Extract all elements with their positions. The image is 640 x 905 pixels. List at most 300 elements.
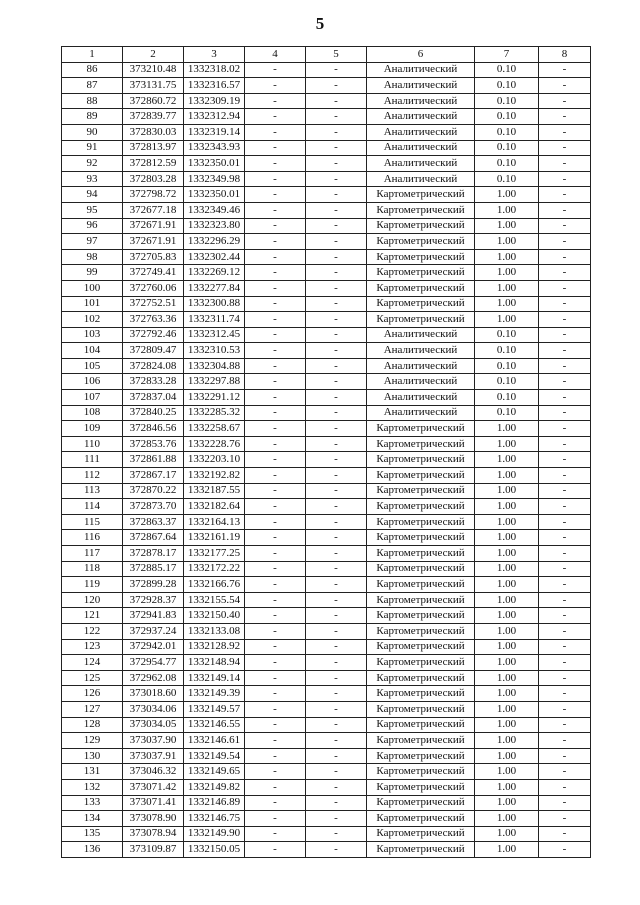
point-number-cell: 133 bbox=[62, 795, 123, 811]
column-5-cell: - bbox=[306, 202, 367, 218]
column-5-cell: - bbox=[306, 93, 367, 109]
method-cell: Картометрический bbox=[367, 546, 475, 562]
accuracy-cell: 1.00 bbox=[475, 421, 539, 437]
x-coordinate-cell: 372928.37 bbox=[123, 592, 184, 608]
table-row bbox=[62, 717, 591, 733]
point-number-cell: 92 bbox=[62, 156, 123, 172]
method-cell: Картометрический bbox=[367, 499, 475, 515]
column-8-cell: - bbox=[539, 639, 591, 655]
column-4-cell: - bbox=[245, 234, 306, 250]
point-number-cell: 134 bbox=[62, 811, 123, 827]
column-5-cell: - bbox=[306, 842, 367, 858]
column-5-cell: - bbox=[306, 156, 367, 172]
accuracy-cell: 1.00 bbox=[475, 592, 539, 608]
column-4-cell: - bbox=[245, 826, 306, 842]
y-coordinate-cell: 1332149.82 bbox=[184, 779, 245, 795]
column-5-cell: - bbox=[306, 811, 367, 827]
x-coordinate-cell: 372941.83 bbox=[123, 608, 184, 624]
x-coordinate-cell: 372763.36 bbox=[123, 312, 184, 328]
method-cell: Аналитический bbox=[367, 156, 475, 172]
column-header: 3 bbox=[184, 47, 245, 63]
method-cell: Картометрический bbox=[367, 265, 475, 281]
column-5-cell: - bbox=[306, 234, 367, 250]
column-4-cell: - bbox=[245, 577, 306, 593]
point-number-cell: 102 bbox=[62, 312, 123, 328]
column-4-cell: - bbox=[245, 686, 306, 702]
column-8-cell: - bbox=[539, 826, 591, 842]
column-4-cell: - bbox=[245, 265, 306, 281]
column-8-cell: - bbox=[539, 748, 591, 764]
column-4-cell: - bbox=[245, 623, 306, 639]
column-4-cell: - bbox=[245, 514, 306, 530]
y-coordinate-cell: 1332172.22 bbox=[184, 561, 245, 577]
x-coordinate-cell: 372798.72 bbox=[123, 187, 184, 203]
table-row bbox=[62, 202, 591, 218]
method-cell: Аналитический bbox=[367, 405, 475, 421]
y-coordinate-cell: 1332310.53 bbox=[184, 343, 245, 359]
column-header: 1 bbox=[62, 47, 123, 63]
x-coordinate-cell: 372812.59 bbox=[123, 156, 184, 172]
column-4-cell: - bbox=[245, 764, 306, 780]
point-number-cell: 126 bbox=[62, 686, 123, 702]
point-number-cell: 112 bbox=[62, 468, 123, 484]
accuracy-cell: 1.00 bbox=[475, 296, 539, 312]
column-8-cell: - bbox=[539, 670, 591, 686]
x-coordinate-cell: 372942.01 bbox=[123, 639, 184, 655]
column-header: 7 bbox=[475, 47, 539, 63]
column-4-cell: - bbox=[245, 561, 306, 577]
column-8-cell: - bbox=[539, 592, 591, 608]
accuracy-cell: 0.10 bbox=[475, 124, 539, 140]
x-coordinate-cell: 372677.18 bbox=[123, 202, 184, 218]
column-5-cell: - bbox=[306, 592, 367, 608]
x-coordinate-cell: 373046.32 bbox=[123, 764, 184, 780]
column-5-cell: - bbox=[306, 140, 367, 156]
column-8-cell: - bbox=[539, 623, 591, 639]
table-row bbox=[62, 764, 591, 780]
x-coordinate-cell: 373078.94 bbox=[123, 826, 184, 842]
column-4-cell: - bbox=[245, 78, 306, 94]
accuracy-cell: 0.10 bbox=[475, 343, 539, 359]
table-row bbox=[62, 156, 591, 172]
table-row bbox=[62, 327, 591, 343]
point-number-cell: 123 bbox=[62, 639, 123, 655]
point-number-cell: 99 bbox=[62, 265, 123, 281]
column-4-cell: - bbox=[245, 655, 306, 671]
accuracy-cell: 0.10 bbox=[475, 109, 539, 125]
column-5-cell: - bbox=[306, 312, 367, 328]
column-5-cell: - bbox=[306, 530, 367, 546]
method-cell: Картометрический bbox=[367, 670, 475, 686]
column-4-cell: - bbox=[245, 436, 306, 452]
column-4-cell: - bbox=[245, 499, 306, 515]
y-coordinate-cell: 1332161.19 bbox=[184, 530, 245, 546]
x-coordinate-cell: 372840.25 bbox=[123, 405, 184, 421]
accuracy-cell: 0.10 bbox=[475, 93, 539, 109]
column-5-cell: - bbox=[306, 62, 367, 78]
x-coordinate-cell: 373034.05 bbox=[123, 717, 184, 733]
column-4-cell: - bbox=[245, 608, 306, 624]
method-cell: Картометрический bbox=[367, 639, 475, 655]
column-4-cell: - bbox=[245, 748, 306, 764]
method-cell: Картометрический bbox=[367, 436, 475, 452]
x-coordinate-cell: 372885.17 bbox=[123, 561, 184, 577]
table-row bbox=[62, 592, 591, 608]
method-cell: Картометрический bbox=[367, 468, 475, 484]
table-row bbox=[62, 218, 591, 234]
point-number-cell: 94 bbox=[62, 187, 123, 203]
accuracy-cell: 1.00 bbox=[475, 561, 539, 577]
column-8-cell: - bbox=[539, 405, 591, 421]
column-5-cell: - bbox=[306, 717, 367, 733]
column-8-cell: - bbox=[539, 327, 591, 343]
column-4-cell: - bbox=[245, 701, 306, 717]
method-cell: Аналитический bbox=[367, 62, 475, 78]
method-cell: Аналитический bbox=[367, 124, 475, 140]
column-4-cell: - bbox=[245, 312, 306, 328]
point-number-cell: 119 bbox=[62, 577, 123, 593]
column-8-cell: - bbox=[539, 124, 591, 140]
column-4-cell: - bbox=[245, 280, 306, 296]
y-coordinate-cell: 1332149.57 bbox=[184, 701, 245, 717]
x-coordinate-cell: 372846.56 bbox=[123, 421, 184, 437]
table-row bbox=[62, 234, 591, 250]
y-coordinate-cell: 1332349.46 bbox=[184, 202, 245, 218]
accuracy-cell: 1.00 bbox=[475, 623, 539, 639]
accuracy-cell: 0.10 bbox=[475, 405, 539, 421]
method-cell: Картометрический bbox=[367, 312, 475, 328]
method-cell: Картометрический bbox=[367, 234, 475, 250]
x-coordinate-cell: 373034.06 bbox=[123, 701, 184, 717]
column-4-cell: - bbox=[245, 592, 306, 608]
table-row bbox=[62, 795, 591, 811]
y-coordinate-cell: 1332177.25 bbox=[184, 546, 245, 562]
column-5-cell: - bbox=[306, 733, 367, 749]
y-coordinate-cell: 1332155.54 bbox=[184, 592, 245, 608]
accuracy-cell: 1.00 bbox=[475, 733, 539, 749]
method-cell: Аналитический bbox=[367, 78, 475, 94]
column-4-cell: - bbox=[245, 187, 306, 203]
column-header: 6 bbox=[367, 47, 475, 63]
point-number-cell: 96 bbox=[62, 218, 123, 234]
method-cell: Картометрический bbox=[367, 811, 475, 827]
method-cell: Аналитический bbox=[367, 374, 475, 390]
column-5-cell: - bbox=[306, 218, 367, 234]
column-header: 2 bbox=[123, 47, 184, 63]
column-8-cell: - bbox=[539, 779, 591, 795]
point-number-cell: 104 bbox=[62, 343, 123, 359]
column-8-cell: - bbox=[539, 202, 591, 218]
table-row bbox=[62, 296, 591, 312]
column-4-cell: - bbox=[245, 795, 306, 811]
column-8-cell: - bbox=[539, 62, 591, 78]
method-cell: Картометрический bbox=[367, 218, 475, 234]
method-cell: Картометрический bbox=[367, 561, 475, 577]
table-row bbox=[62, 78, 591, 94]
point-number-cell: 110 bbox=[62, 436, 123, 452]
y-coordinate-cell: 1332311.74 bbox=[184, 312, 245, 328]
x-coordinate-cell: 373078.90 bbox=[123, 811, 184, 827]
y-coordinate-cell: 1332277.84 bbox=[184, 280, 245, 296]
column-5-cell: - bbox=[306, 623, 367, 639]
point-number-cell: 87 bbox=[62, 78, 123, 94]
y-coordinate-cell: 1332269.12 bbox=[184, 265, 245, 281]
y-coordinate-cell: 1332316.57 bbox=[184, 78, 245, 94]
accuracy-cell: 1.00 bbox=[475, 655, 539, 671]
method-cell: Аналитический bbox=[367, 109, 475, 125]
method-cell: Картометрический bbox=[367, 608, 475, 624]
column-5-cell: - bbox=[306, 452, 367, 468]
x-coordinate-cell: 373071.42 bbox=[123, 779, 184, 795]
accuracy-cell: 1.00 bbox=[475, 701, 539, 717]
x-coordinate-cell: 372870.22 bbox=[123, 483, 184, 499]
table-body bbox=[62, 62, 591, 857]
x-coordinate-cell: 372824.08 bbox=[123, 358, 184, 374]
x-coordinate-cell: 373131.75 bbox=[123, 78, 184, 94]
y-coordinate-cell: 1332228.76 bbox=[184, 436, 245, 452]
point-number-cell: 97 bbox=[62, 234, 123, 250]
point-number-cell: 106 bbox=[62, 374, 123, 390]
table-row bbox=[62, 312, 591, 328]
accuracy-cell: 0.10 bbox=[475, 140, 539, 156]
table-row bbox=[62, 577, 591, 593]
column-4-cell: - bbox=[245, 546, 306, 562]
table-row bbox=[62, 405, 591, 421]
point-number-cell: 120 bbox=[62, 592, 123, 608]
point-number-cell: 98 bbox=[62, 249, 123, 265]
method-cell: Аналитический bbox=[367, 327, 475, 343]
y-coordinate-cell: 1332291.12 bbox=[184, 390, 245, 406]
x-coordinate-cell: 373109.87 bbox=[123, 842, 184, 858]
method-cell: Картометрический bbox=[367, 733, 475, 749]
column-5-cell: - bbox=[306, 109, 367, 125]
method-cell: Картометрический bbox=[367, 842, 475, 858]
column-4-cell: - bbox=[245, 296, 306, 312]
table-row bbox=[62, 733, 591, 749]
y-coordinate-cell: 1332343.93 bbox=[184, 140, 245, 156]
point-number-cell: 122 bbox=[62, 623, 123, 639]
x-coordinate-cell: 372937.24 bbox=[123, 623, 184, 639]
table-row bbox=[62, 608, 591, 624]
column-4-cell: - bbox=[245, 124, 306, 140]
column-8-cell: - bbox=[539, 312, 591, 328]
column-5-cell: - bbox=[306, 249, 367, 265]
y-coordinate-cell: 1332146.55 bbox=[184, 717, 245, 733]
accuracy-cell: 0.10 bbox=[475, 358, 539, 374]
column-4-cell: - bbox=[245, 468, 306, 484]
x-coordinate-cell: 372813.97 bbox=[123, 140, 184, 156]
method-cell: Аналитический bbox=[367, 358, 475, 374]
accuracy-cell: 1.00 bbox=[475, 436, 539, 452]
y-coordinate-cell: 1332323.80 bbox=[184, 218, 245, 234]
column-8-cell: - bbox=[539, 483, 591, 499]
accuracy-cell: 1.00 bbox=[475, 546, 539, 562]
y-coordinate-cell: 1332164.13 bbox=[184, 514, 245, 530]
column-4-cell: - bbox=[245, 249, 306, 265]
y-coordinate-cell: 1332302.44 bbox=[184, 249, 245, 265]
y-coordinate-cell: 1332187.55 bbox=[184, 483, 245, 499]
column-4-cell: - bbox=[245, 374, 306, 390]
column-5-cell: - bbox=[306, 436, 367, 452]
method-cell: Картометрический bbox=[367, 187, 475, 203]
column-8-cell: - bbox=[539, 390, 591, 406]
table-row bbox=[62, 468, 591, 484]
table-row bbox=[62, 452, 591, 468]
column-header: 5 bbox=[306, 47, 367, 63]
column-8-cell: - bbox=[539, 655, 591, 671]
point-number-cell: 127 bbox=[62, 701, 123, 717]
table-row bbox=[62, 530, 591, 546]
point-number-cell: 115 bbox=[62, 514, 123, 530]
method-cell: Картометрический bbox=[367, 530, 475, 546]
method-cell: Картометрический bbox=[367, 280, 475, 296]
y-coordinate-cell: 1332318.02 bbox=[184, 62, 245, 78]
x-coordinate-cell: 372809.47 bbox=[123, 343, 184, 359]
column-5-cell: - bbox=[306, 327, 367, 343]
column-4-cell: - bbox=[245, 140, 306, 156]
table-row bbox=[62, 623, 591, 639]
table-row bbox=[62, 811, 591, 827]
column-8-cell: - bbox=[539, 577, 591, 593]
column-8-cell: - bbox=[539, 717, 591, 733]
table-row bbox=[62, 187, 591, 203]
column-5-cell: - bbox=[306, 343, 367, 359]
x-coordinate-cell: 372749.41 bbox=[123, 265, 184, 281]
column-8-cell: - bbox=[539, 296, 591, 312]
method-cell: Картометрический bbox=[367, 421, 475, 437]
column-8-cell: - bbox=[539, 156, 591, 172]
y-coordinate-cell: 1332146.89 bbox=[184, 795, 245, 811]
x-coordinate-cell: 372837.04 bbox=[123, 390, 184, 406]
column-8-cell: - bbox=[539, 421, 591, 437]
y-coordinate-cell: 1332148.94 bbox=[184, 655, 245, 671]
y-coordinate-cell: 1332296.29 bbox=[184, 234, 245, 250]
table-row bbox=[62, 686, 591, 702]
point-number-cell: 88 bbox=[62, 93, 123, 109]
column-5-cell: - bbox=[306, 265, 367, 281]
point-number-cell: 136 bbox=[62, 842, 123, 858]
x-coordinate-cell: 372752.51 bbox=[123, 296, 184, 312]
x-coordinate-cell: 372954.77 bbox=[123, 655, 184, 671]
method-cell: Аналитический bbox=[367, 171, 475, 187]
point-number-cell: 111 bbox=[62, 452, 123, 468]
accuracy-cell: 1.00 bbox=[475, 234, 539, 250]
y-coordinate-cell: 1332350.01 bbox=[184, 156, 245, 172]
x-coordinate-cell: 372878.17 bbox=[123, 546, 184, 562]
column-header: 8 bbox=[539, 47, 591, 63]
accuracy-cell: 1.00 bbox=[475, 811, 539, 827]
column-8-cell: - bbox=[539, 811, 591, 827]
x-coordinate-cell: 372867.17 bbox=[123, 468, 184, 484]
table-row bbox=[62, 499, 591, 515]
accuracy-cell: 1.00 bbox=[475, 608, 539, 624]
accuracy-cell: 1.00 bbox=[475, 826, 539, 842]
column-4-cell: - bbox=[245, 218, 306, 234]
column-8-cell: - bbox=[539, 764, 591, 780]
y-coordinate-cell: 1332150.40 bbox=[184, 608, 245, 624]
table-row bbox=[62, 93, 591, 109]
accuracy-cell: 0.10 bbox=[475, 390, 539, 406]
method-cell: Картометрический bbox=[367, 577, 475, 593]
point-number-cell: 135 bbox=[62, 826, 123, 842]
page-number: 5 bbox=[315, 14, 325, 33]
point-number-cell: 86 bbox=[62, 62, 123, 78]
y-coordinate-cell: 1332203.10 bbox=[184, 452, 245, 468]
column-header: 4 bbox=[245, 47, 306, 63]
table-row bbox=[62, 561, 591, 577]
y-coordinate-cell: 1332192.82 bbox=[184, 468, 245, 484]
column-8-cell: - bbox=[539, 733, 591, 749]
column-8-cell: - bbox=[539, 608, 591, 624]
accuracy-cell: 0.10 bbox=[475, 327, 539, 343]
y-coordinate-cell: 1332149.65 bbox=[184, 764, 245, 780]
table-row bbox=[62, 639, 591, 655]
column-5-cell: - bbox=[306, 795, 367, 811]
x-coordinate-cell: 372671.91 bbox=[123, 234, 184, 250]
method-cell: Картометрический bbox=[367, 701, 475, 717]
point-number-cell: 109 bbox=[62, 421, 123, 437]
table-row bbox=[62, 171, 591, 187]
column-8-cell: - bbox=[539, 280, 591, 296]
point-number-cell: 105 bbox=[62, 358, 123, 374]
column-5-cell: - bbox=[306, 468, 367, 484]
y-coordinate-cell: 1332128.92 bbox=[184, 639, 245, 655]
method-cell: Картометрический bbox=[367, 296, 475, 312]
accuracy-cell: 1.00 bbox=[475, 187, 539, 203]
column-5-cell: - bbox=[306, 499, 367, 515]
column-8-cell: - bbox=[539, 249, 591, 265]
accuracy-cell: 1.00 bbox=[475, 779, 539, 795]
point-number-cell: 93 bbox=[62, 171, 123, 187]
column-5-cell: - bbox=[306, 421, 367, 437]
column-8-cell: - bbox=[539, 265, 591, 281]
column-4-cell: - bbox=[245, 62, 306, 78]
x-coordinate-cell: 372760.06 bbox=[123, 280, 184, 296]
table-row bbox=[62, 436, 591, 452]
method-cell: Аналитический bbox=[367, 343, 475, 359]
x-coordinate-cell: 372873.70 bbox=[123, 499, 184, 515]
point-number-cell: 129 bbox=[62, 733, 123, 749]
x-coordinate-cell: 372962.08 bbox=[123, 670, 184, 686]
column-4-cell: - bbox=[245, 811, 306, 827]
point-number-cell: 90 bbox=[62, 124, 123, 140]
y-coordinate-cell: 1332146.61 bbox=[184, 733, 245, 749]
column-5-cell: - bbox=[306, 670, 367, 686]
table-row bbox=[62, 249, 591, 265]
x-coordinate-cell: 372860.72 bbox=[123, 93, 184, 109]
column-5-cell: - bbox=[306, 655, 367, 671]
table-row bbox=[62, 655, 591, 671]
table-row bbox=[62, 140, 591, 156]
y-coordinate-cell: 1332312.45 bbox=[184, 327, 245, 343]
column-5-cell: - bbox=[306, 390, 367, 406]
accuracy-cell: 1.00 bbox=[475, 639, 539, 655]
accuracy-cell: 1.00 bbox=[475, 483, 539, 499]
method-cell: Картометрический bbox=[367, 452, 475, 468]
table-row bbox=[62, 514, 591, 530]
column-8-cell: - bbox=[539, 436, 591, 452]
table-row bbox=[62, 124, 591, 140]
column-8-cell: - bbox=[539, 468, 591, 484]
column-8-cell: - bbox=[539, 358, 591, 374]
y-coordinate-cell: 1332304.88 bbox=[184, 358, 245, 374]
column-8-cell: - bbox=[539, 452, 591, 468]
table-row bbox=[62, 826, 591, 842]
table-row bbox=[62, 280, 591, 296]
x-coordinate-cell: 372705.83 bbox=[123, 249, 184, 265]
column-8-cell: - bbox=[539, 842, 591, 858]
point-number-cell: 124 bbox=[62, 655, 123, 671]
